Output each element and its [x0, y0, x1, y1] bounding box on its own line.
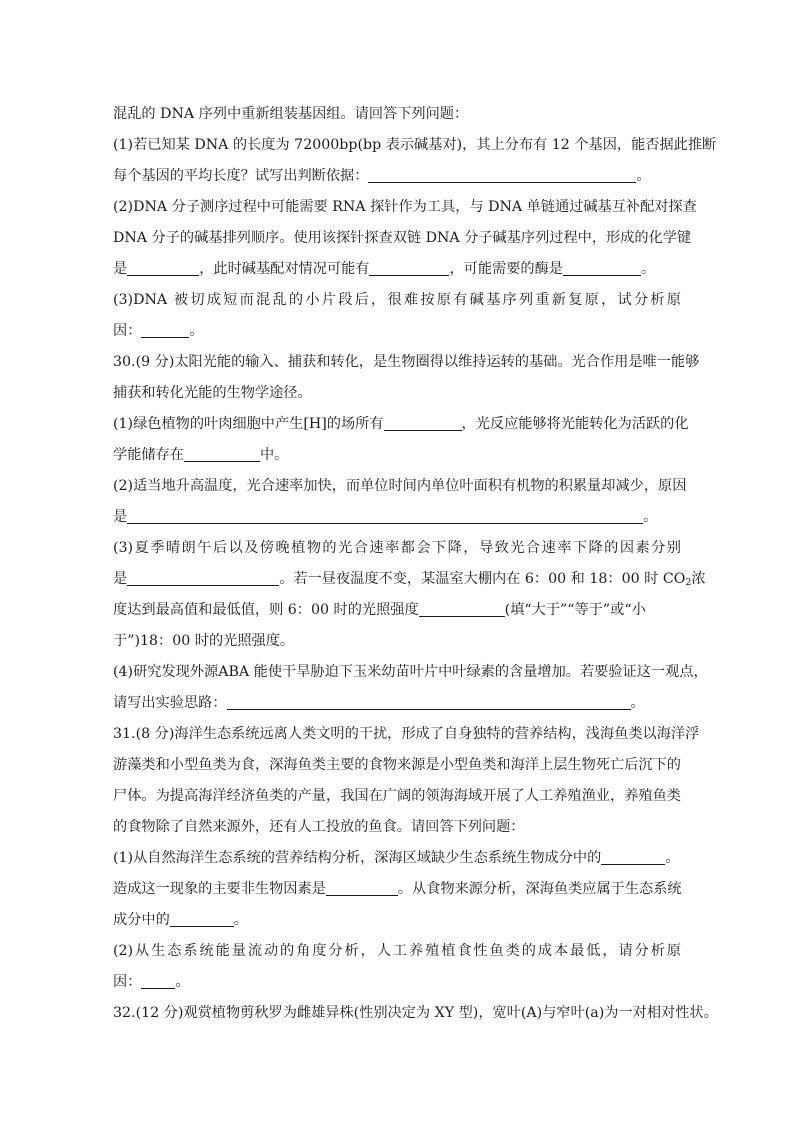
text-line-29: 因： 。: [113, 974, 190, 990]
text-line-26: 造成这一现象的主要非生物因素是 。从食物来源分析，深海鱼类应属于生态系统: [113, 881, 682, 897]
text-line-22: 游藻类和小型鱼类为食，深海鱼类主要的食物来源是小型鱼类和海洋上层生物死亡后沉下的: [113, 757, 681, 773]
text-line-15: (3)夏季晴朗午后以及傍晚植物的光合速率都会下降，导致光合速率下降的因素分别: [113, 540, 681, 556]
answer-blank[interactable]: [127, 260, 199, 276]
text-line-21: 31.(8 分)海洋生态系统远离人类文明的干扰，形成了自身独特的营养结构，浅海鱼类以海洋浮: [113, 726, 700, 742]
answer-blank[interactable]: [326, 880, 398, 896]
answer-blank[interactable]: [127, 570, 279, 586]
text-line-24: 的食物除了自然来源外，还有人工投放的鱼食。请回答下列问题：: [113, 819, 525, 835]
text-line-8: 因： 。: [113, 323, 204, 339]
text-line-18: 于”)18：00 时的光照强度。: [113, 633, 295, 649]
text-line-3: 每个基因的平均长度？试写出判断依据： 。: [113, 168, 651, 184]
text-line-13: (2)适当地升高温度，光合速率加快，而单位时间内单位叶面积有机物的积累量却减少，原因: [113, 478, 687, 494]
text-line-1: 混乱的 DNA 序列中重新组装基因组。请回答下列问题：: [113, 106, 469, 122]
answer-blank[interactable]: [184, 446, 260, 462]
answer-blank[interactable]: [227, 694, 631, 710]
answer-blank[interactable]: [419, 601, 505, 617]
text-line-10: 捕获和转化光能的生物学途径。: [113, 385, 312, 401]
text-line-28: (2)从生态系统能量流动的角度分析，人工养殖植食性鱼类的成本最低，请分析原: [113, 943, 681, 959]
answer-blank[interactable]: [384, 415, 462, 431]
text-line-2: (1)若已知某 DNA 的长度为 72000bp(bp 表示碱基对)，其上分布有 12 个基因，能否据此推断: [113, 137, 717, 153]
answer-blank[interactable]: [563, 260, 641, 276]
text-line-9: 30.(9 分)太阳光能的输入、捕获和转化，是生物圈得以维持运转的基础。光合作用是唯一能够: [113, 354, 700, 370]
answer-blank[interactable]: [170, 911, 234, 927]
text-line-25: (1)从自然海洋生态系统的营养结构分析，深海区域缺少生态系统生物成分中的 。: [113, 850, 680, 866]
text-line-6: 是 ，此时碱基配对情况可能有 ，可能需要的酶是 。: [113, 261, 656, 277]
text-line-7: (3)DNA 被切成短而混乱的小片段后，很难按原有碱基序列重新复原，试分析原: [113, 292, 681, 308]
answer-blank[interactable]: [141, 322, 189, 338]
text-line-4: (2)DNA 分子测序过程中可能需要 RNA 探针作为工具，与 DNA 单链通过碱基互补配对探查: [113, 199, 697, 215]
text-line-16: 是 。若一昼夜温度不变，某温室大棚内在 6：00 和 18：00 时 $CO_2$浓: [113, 571, 706, 588]
text-line-5: DNA 分子的碱基排列顺序。使用该探针探查双链 DNA 分子碱基序列过程中，形成的化学键: [113, 230, 692, 246]
text-line-17: 度达到最高值和最低值，则 6：00 时的光照强度 (填“大于”“等于”或“小: [113, 602, 646, 618]
text-line-11: (1)绿色植物的叶肉细胞中产生[H]的场所有 ，光反应能够将光能转化为活跃的化: [113, 416, 689, 432]
text-line-27: 成分中的 。: [113, 912, 248, 928]
answer-blank[interactable]: [127, 508, 643, 524]
answer-blank[interactable]: [601, 849, 665, 865]
answer-blank[interactable]: [369, 260, 449, 276]
text-line-19: (4)研究发现外源ABA 能使干旱胁迫下玉米幼苗叶片中叶绿素的含量增加。若要验证这一观点，: [113, 664, 708, 680]
text-line-14: 是 。: [113, 509, 658, 525]
text-line-23: 尸体。为提高海洋经济鱼类的产量，我国在广阔的领海海域开展了人工养殖渔业，养殖鱼类: [113, 788, 681, 804]
text-line-12: 学能储存在 中。: [113, 447, 289, 463]
answer-blank[interactable]: [368, 167, 636, 183]
text-line-30: 32.(12 分)观赏植物剪秋罗为雌雄异株(性别决定为 XY 型)，宽叶(A)与窄叶(a)为一对相对性状。: [113, 1005, 718, 1021]
answer-blank[interactable]: [141, 973, 175, 989]
text-line-20: 请写出实验思路： 。: [113, 695, 645, 711]
